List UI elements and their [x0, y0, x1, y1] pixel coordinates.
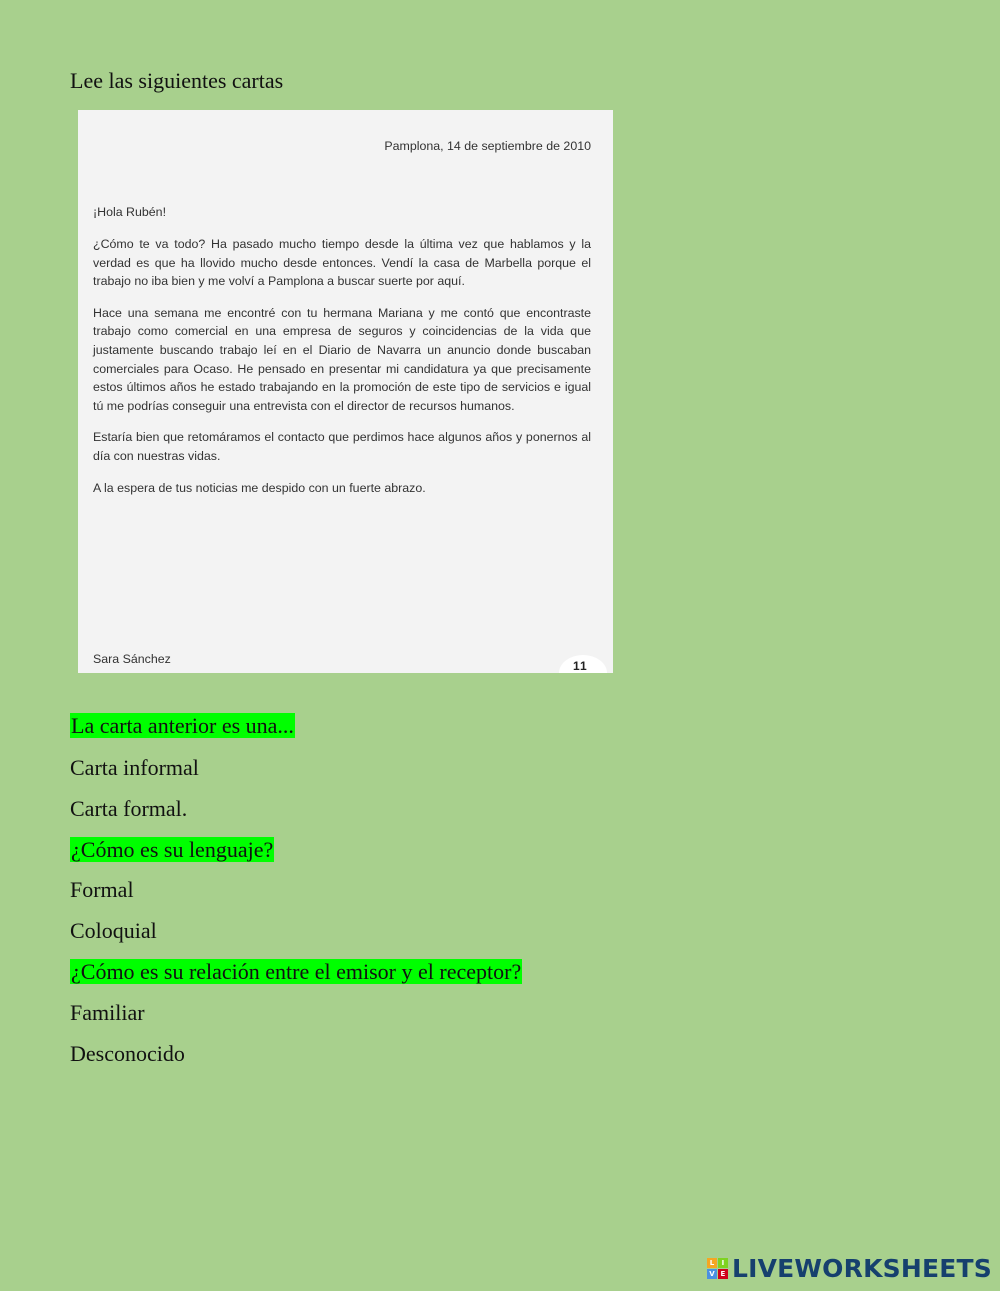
- question-1: [70, 713, 295, 739]
- logo-letter: I: [718, 1258, 728, 1268]
- letter-paragraph: A la espera de tus noticias me despido con un fuerte abrazo.: [93, 480, 426, 495]
- logo-letter: L: [707, 1258, 717, 1268]
- question-2: [70, 837, 274, 863]
- instructions: Lee las siguientes cartas: [70, 68, 284, 93]
- option-formal[interactable]: Formal: [70, 877, 134, 902]
- logo-letter: V: [707, 1269, 717, 1279]
- question-prompt: ¿Cómo es su relación entre el emisor y el receptor?: [71, 959, 522, 984]
- logo-letter: E: [718, 1269, 728, 1279]
- letter-body: [93, 235, 591, 510]
- letter-date: Pamplona, 14 de septiembre de 2010: [384, 139, 591, 153]
- letter-greeting: ¡Hola Rubén!: [93, 205, 167, 219]
- letter-paragraph: Hace una semana me encontré con tu hermana Mariana y me contó que encontraste trabajo como comercial en una empresa de seguros y coincidencias de la vida que justamente buscando trabajo leí en el Diario de Navarra un anuncio donde buscaban comerciales para Ocaso. He pensado en presentar mi candidatura ya que precisamente estos últimos años he estado trabajando en la promoción de este tipo de servicios e igual tú me podrías conseguir una entrevista con el director de recursos humanos.: [93, 305, 591, 413]
- question-prompt: La carta anterior es una...: [71, 713, 294, 738]
- letter-image: [78, 110, 613, 673]
- option-carta-informal[interactable]: Carta informal: [70, 755, 199, 780]
- option-coloquial[interactable]: Coloquial: [70, 918, 157, 943]
- question-3: [70, 959, 522, 985]
- option-carta-formal[interactable]: Carta formal.: [70, 796, 188, 821]
- letter-paragraph: Estaría bien que retomáramos el contacto que perdimos hace algunos años y ponernos al día con nuestras vidas.: [93, 430, 591, 463]
- option-desconocido[interactable]: Desconocido: [70, 1041, 185, 1066]
- corner-mark: 11: [573, 659, 588, 673]
- brand-logo[interactable]: [707, 1254, 992, 1283]
- question-prompt: ¿Cómo es su lenguaje?: [71, 837, 274, 862]
- letter-paragraph: ¿Cómo te va todo? Ha pasado mucho tiempo desde la última vez que hablamos y la verdad es que ha llovido mucho desde entonces. Vendí la casa de Marbella porque el trabajo no iba bien y me volví a Pamplona a buscar suerte por aquí.: [93, 237, 591, 289]
- letter-signature: Sara Sánchez: [93, 652, 171, 666]
- liveworksheets-icon: [707, 1258, 728, 1279]
- brand-name: LIVEWORKSHEETS: [731, 1254, 992, 1283]
- option-familiar[interactable]: Familiar: [70, 1000, 145, 1025]
- corner-badge: [559, 655, 607, 673]
